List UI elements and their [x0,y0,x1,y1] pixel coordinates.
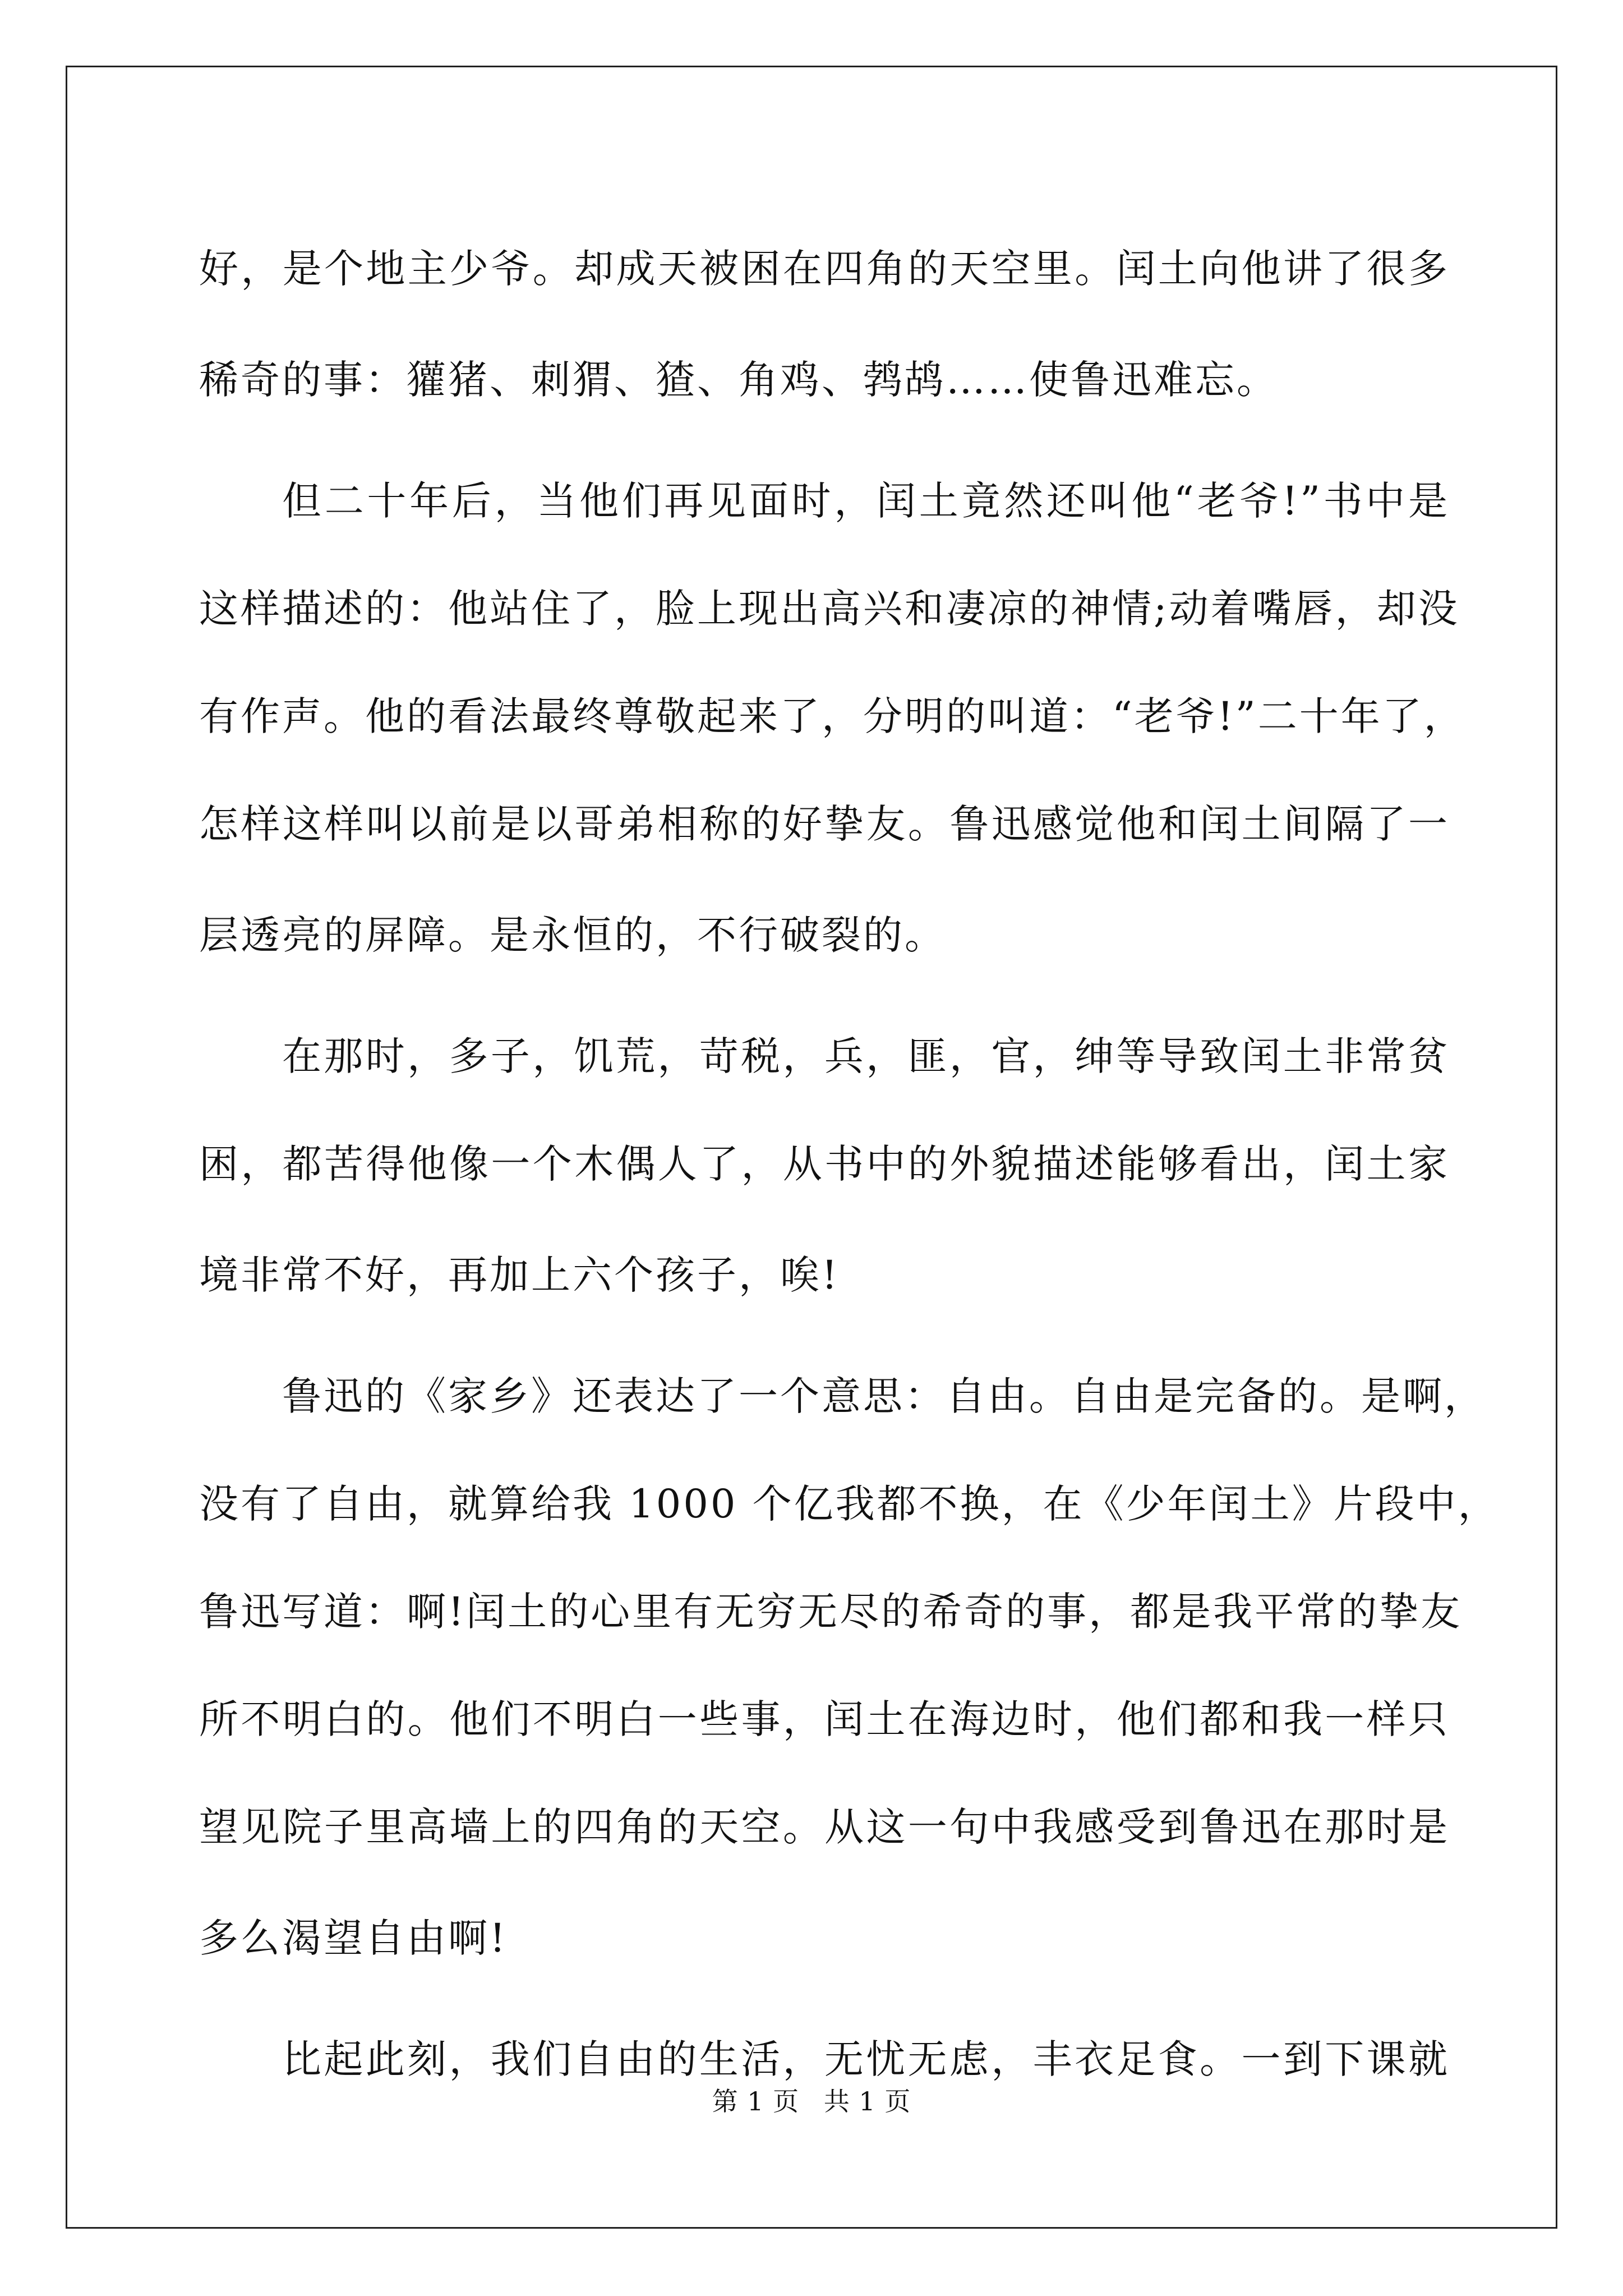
text-line: 比起此刻，我们自由的生活，无忧无虑，丰衣足食。一到下课就 [282,2036,1450,2082]
text-line: 境非常不好，再加上六个孩子，唉! [199,1251,840,1298]
text-line: 望见院子里高墙上的四角的天空。从这一句中我感受到鲁迅在那时是 [199,1804,1450,1850]
text-line: 所不明白的。他们不明白一些事，闰土在海边时，他们都和我一样只 [199,1696,1450,1742]
text-line: 怎样这样叫以前是以哥弟相称的好挚友。鲁迅感觉他和闰土间隔了一 [199,801,1450,847]
document-body [199,215,1500,2113]
text-line: 困，都苦得他像一个木偶人了，从书中的外貌描述能够看出，闰土家 [199,1141,1450,1187]
text-line: 鲁迅的《家乡》还表达了一个意思：自由。自由是完备的。是啊， [282,1373,1486,1419]
text-line: 好，是个地主少爷。却成天被困在四角的天空里。闰土向他讲了很多 [199,246,1450,292]
text-line: 但二十年后，当他们再见面时，闰土竟然还叫他“老爷!”书中是 [282,478,1450,524]
text-line: 鲁迅写道：啊!闰土的心里有无穷无尽的希奇的事，都是我平常的挚友 [199,1589,1463,1635]
text-line: 这样描述的：他站住了，脸上现出高兴和凄凉的神情;动着嘴唇，却没 [199,586,1460,632]
text-line: 在那时，多子，饥荒，苛税，兵，匪，官，绅等导致闰土非常贫 [282,1033,1450,1079]
text-line: 层透亮的屏障。是永恒的，不行破裂的。 [199,912,946,958]
page-footer [0,2081,1623,2118]
text-line: 没有了自由，就算给我 1000 个亿我都不换，在《少年闰土》片段中， [199,1481,1500,1527]
page-number-current: 第 1 页 [712,2086,800,2116]
text-line: 稀奇的事：獾猪、刺猬、猹、角鸡、鹁鸪……使鲁迅难忘。 [199,356,1278,403]
text-line: 多么渴望自由啊! [199,1915,508,1961]
page-number-total: 共 1 页 [823,2086,911,2116]
text-line: 有作声。他的看法最终尊敬起来了，分明的叫道：“老爷!”二十年了， [199,693,1465,739]
